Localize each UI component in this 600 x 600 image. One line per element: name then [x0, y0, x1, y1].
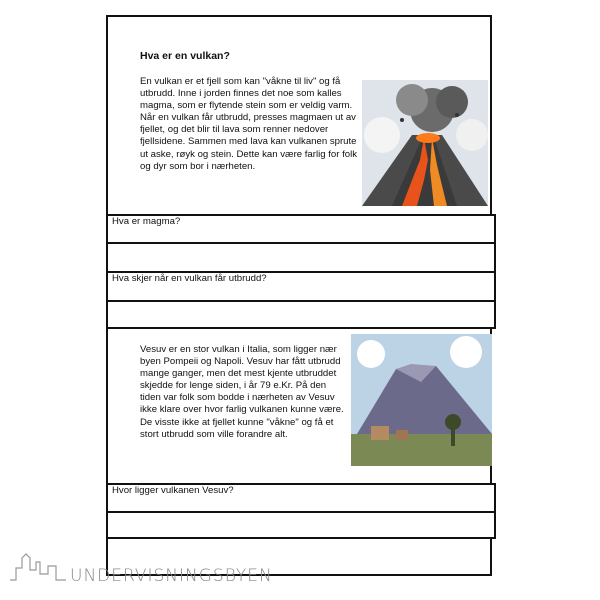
section-title: Hva er en vulkan?: [140, 50, 230, 62]
vesuvius-illustration: [351, 334, 492, 466]
question-row-magma: [106, 214, 496, 244]
brand-name: UNDERVISNINGSBYEN: [70, 566, 273, 586]
answer-box-vesuvius[interactable]: [106, 511, 496, 539]
question-label: Hvor ligger vulkanen Vesuv?: [112, 485, 234, 496]
question-label: Hva skjer når en vulkan får utbrudd?: [112, 273, 267, 284]
answer-box-magma[interactable]: [106, 242, 496, 273]
erupting-volcano-illustration: [362, 80, 488, 206]
city-skyline-logo-icon: [8, 540, 68, 584]
question-row-vesuvius: [106, 483, 496, 513]
question-row-eruption: [106, 271, 496, 302]
volcano-intro-paragraph: En vulkan er et fjell som kan "våkne til liv" og få utbrudd. Inne i jorden finnes det noe som kalles magma, som er flytende stein som er veldig varm. Når en vulkan får utbrudd, presses magmaen ut av fjellet, og det blir til lava som renner nedover fjellsidene. Sammen med lava kan vulkanen sprute ut aske, røyk og stein. Dette kan være farlig for folk og dyr som bor i nærheten.: [140, 76, 358, 172]
question-label: Hva er magma?: [112, 216, 181, 227]
vesuvius-paragraph: Vesuv er en stor vulkan i Italia, som ligger nær byen Pompeii og Napoli. Vesuv har fått utbrudd mange ganger, men det mest kjente utbruddet skjedde for lenge siden, i år 79 e.Kr. På den tiden var folk som bodde i nærheten av Vesuv ikke klare over hvor farlig vulkanen kunne være. De visste ikke at fjellet kunne "våkne" og få et stort utbrudd som ville forandre alt.: [140, 344, 344, 440]
answer-box-eruption[interactable]: [106, 300, 496, 329]
